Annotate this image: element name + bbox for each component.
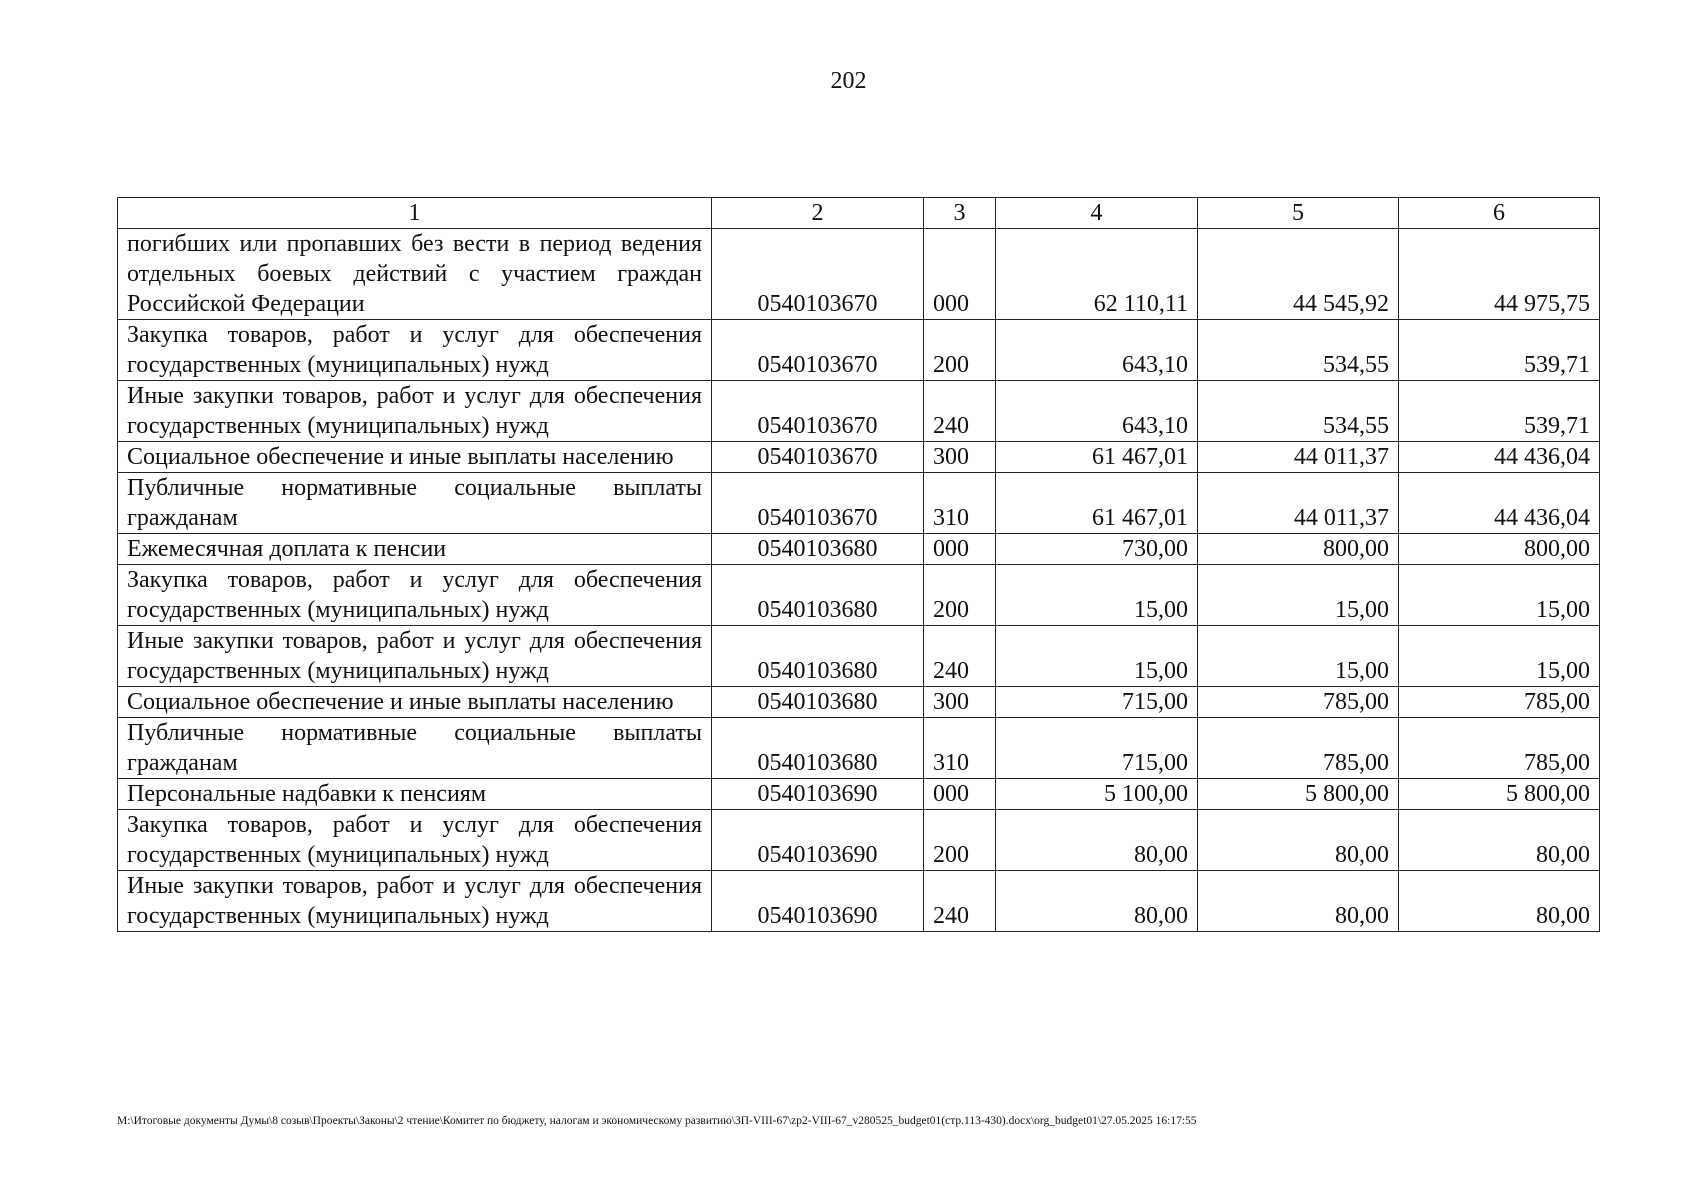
cell-name: Иные закупки товаров, работ и услуг для обеспечения государственных (муниципальных) нужд bbox=[118, 871, 712, 932]
cell-expense-type: 200 bbox=[924, 565, 996, 626]
cell-name: Публичные нормативные социальные выплаты гражданам bbox=[118, 718, 712, 779]
cell-target-code: 0540103680 bbox=[712, 565, 924, 626]
cell-amount-col6: 44 436,04 bbox=[1399, 442, 1600, 473]
table-row bbox=[118, 626, 1600, 687]
cell-amount-col5: 785,00 bbox=[1198, 687, 1399, 718]
cell-amount-col4: 80,00 bbox=[996, 871, 1198, 932]
page-number: 202 bbox=[830, 68, 867, 94]
cell-amount-col6: 785,00 bbox=[1399, 718, 1600, 779]
cell-expense-type: 000 bbox=[924, 534, 996, 565]
cell-target-code: 0540103670 bbox=[712, 229, 924, 320]
column-header-2: 2 bbox=[712, 198, 924, 229]
table-header-row bbox=[118, 198, 1600, 229]
cell-target-code: 0540103680 bbox=[712, 687, 924, 718]
table-row bbox=[118, 779, 1600, 810]
cell-name: Социальное обеспечение и иные выплаты населению bbox=[118, 687, 712, 718]
cell-name: Ежемесячная доплата к пенсии bbox=[118, 534, 712, 565]
cell-expense-type: 300 bbox=[924, 687, 996, 718]
cell-amount-col4: 715,00 bbox=[996, 718, 1198, 779]
cell-expense-type: 000 bbox=[924, 779, 996, 810]
cell-amount-col6: 800,00 bbox=[1399, 534, 1600, 565]
cell-amount-col6: 5 800,00 bbox=[1399, 779, 1600, 810]
table-row bbox=[118, 473, 1600, 534]
cell-amount-col4: 730,00 bbox=[996, 534, 1198, 565]
table-row bbox=[118, 565, 1600, 626]
cell-name: Публичные нормативные социальные выплаты гражданам bbox=[118, 473, 712, 534]
cell-expense-type: 200 bbox=[924, 810, 996, 871]
cell-expense-type: 200 bbox=[924, 320, 996, 381]
cell-expense-type: 310 bbox=[924, 718, 996, 779]
cell-amount-col4: 15,00 bbox=[996, 626, 1198, 687]
table-row bbox=[118, 381, 1600, 442]
cell-amount-col5: 44 011,37 bbox=[1198, 442, 1399, 473]
cell-target-code: 0540103670 bbox=[712, 473, 924, 534]
cell-amount-col5: 15,00 bbox=[1198, 565, 1399, 626]
table-body bbox=[118, 229, 1600, 932]
cell-target-code: 0540103680 bbox=[712, 718, 924, 779]
cell-expense-type: 240 bbox=[924, 871, 996, 932]
cell-amount-col4: 643,10 bbox=[996, 320, 1198, 381]
cell-amount-col6: 80,00 bbox=[1399, 810, 1600, 871]
cell-amount-col5: 785,00 bbox=[1198, 718, 1399, 779]
cell-target-code: 0540103680 bbox=[712, 534, 924, 565]
cell-amount-col4: 80,00 bbox=[996, 810, 1198, 871]
cell-expense-type: 240 bbox=[924, 626, 996, 687]
cell-expense-type: 240 bbox=[924, 381, 996, 442]
cell-amount-col6: 44 975,75 bbox=[1399, 229, 1600, 320]
cell-name: Закупка товаров, работ и услуг для обеспечения государственных (муниципальных) нужд bbox=[118, 810, 712, 871]
cell-amount-col4: 15,00 bbox=[996, 565, 1198, 626]
table-row bbox=[118, 442, 1600, 473]
table-row bbox=[118, 871, 1600, 932]
cell-name: Закупка товаров, работ и услуг для обеспечения государственных (муниципальных) нужд bbox=[118, 320, 712, 381]
cell-amount-col4: 61 467,01 bbox=[996, 442, 1198, 473]
cell-amount-col4: 643,10 bbox=[996, 381, 1198, 442]
footer-file-path: M:\Итоговые документы Думы\8 созыв\Проекты\Законы\2 чтение\Комитет по бюджету, налогам и экономическому развитию\ЗП-VIII-67\zp2-VIII-67_v280525_budget01(стр.113-430).docx\org_budget01\27.05.2025 16:17:55 bbox=[117, 1115, 1197, 1127]
cell-name: Социальное обеспечение и иные выплаты населению bbox=[118, 442, 712, 473]
column-header-3: 3 bbox=[924, 198, 996, 229]
table-row bbox=[118, 320, 1600, 381]
cell-target-code: 0540103680 bbox=[712, 626, 924, 687]
cell-target-code: 0540103690 bbox=[712, 810, 924, 871]
cell-amount-col5: 80,00 bbox=[1198, 810, 1399, 871]
cell-amount-col5: 80,00 bbox=[1198, 871, 1399, 932]
cell-amount-col4: 62 110,11 bbox=[996, 229, 1198, 320]
cell-amount-col6: 539,71 bbox=[1399, 381, 1600, 442]
cell-target-code: 0540103670 bbox=[712, 381, 924, 442]
cell-amount-col4: 61 467,01 bbox=[996, 473, 1198, 534]
budget-table bbox=[117, 197, 1600, 932]
cell-target-code: 0540103690 bbox=[712, 779, 924, 810]
cell-expense-type: 300 bbox=[924, 442, 996, 473]
cell-expense-type: 000 bbox=[924, 229, 996, 320]
cell-amount-col6: 15,00 bbox=[1399, 626, 1600, 687]
cell-amount-col6: 785,00 bbox=[1399, 687, 1600, 718]
cell-target-code: 0540103690 bbox=[712, 871, 924, 932]
cell-amount-col6: 80,00 bbox=[1399, 871, 1600, 932]
cell-expense-type: 310 bbox=[924, 473, 996, 534]
table-row bbox=[118, 718, 1600, 779]
cell-amount-col6: 539,71 bbox=[1399, 320, 1600, 381]
cell-amount-col5: 44 011,37 bbox=[1198, 473, 1399, 534]
cell-target-code: 0540103670 bbox=[712, 442, 924, 473]
cell-amount-col5: 44 545,92 bbox=[1198, 229, 1399, 320]
cell-name: погибших или пропавших без вести в период ведения отдельных боевых действий с участием граждан Российской Федерации bbox=[118, 229, 712, 320]
cell-amount-col4: 5 100,00 bbox=[996, 779, 1198, 810]
cell-name: Персональные надбавки к пенсиям bbox=[118, 779, 712, 810]
column-header-1: 1 bbox=[118, 198, 712, 229]
column-header-4: 4 bbox=[996, 198, 1198, 229]
cell-amount-col4: 715,00 bbox=[996, 687, 1198, 718]
cell-target-code: 0540103670 bbox=[712, 320, 924, 381]
cell-amount-col6: 15,00 bbox=[1399, 565, 1600, 626]
column-header-6: 6 bbox=[1399, 198, 1600, 229]
table-row bbox=[118, 534, 1600, 565]
cell-amount-col5: 15,00 bbox=[1198, 626, 1399, 687]
cell-name: Закупка товаров, работ и услуг для обеспечения государственных (муниципальных) нужд bbox=[118, 565, 712, 626]
table-row bbox=[118, 687, 1600, 718]
cell-name: Иные закупки товаров, работ и услуг для обеспечения государственных (муниципальных) нужд bbox=[118, 381, 712, 442]
table-row bbox=[118, 810, 1600, 871]
cell-amount-col5: 800,00 bbox=[1198, 534, 1399, 565]
cell-name: Иные закупки товаров, работ и услуг для обеспечения государственных (муниципальных) нужд bbox=[118, 626, 712, 687]
cell-amount-col5: 534,55 bbox=[1198, 320, 1399, 381]
cell-amount-col6: 44 436,04 bbox=[1399, 473, 1600, 534]
column-header-5: 5 bbox=[1198, 198, 1399, 229]
table-row bbox=[118, 229, 1600, 320]
cell-amount-col5: 5 800,00 bbox=[1198, 779, 1399, 810]
cell-amount-col5: 534,55 bbox=[1198, 381, 1399, 442]
